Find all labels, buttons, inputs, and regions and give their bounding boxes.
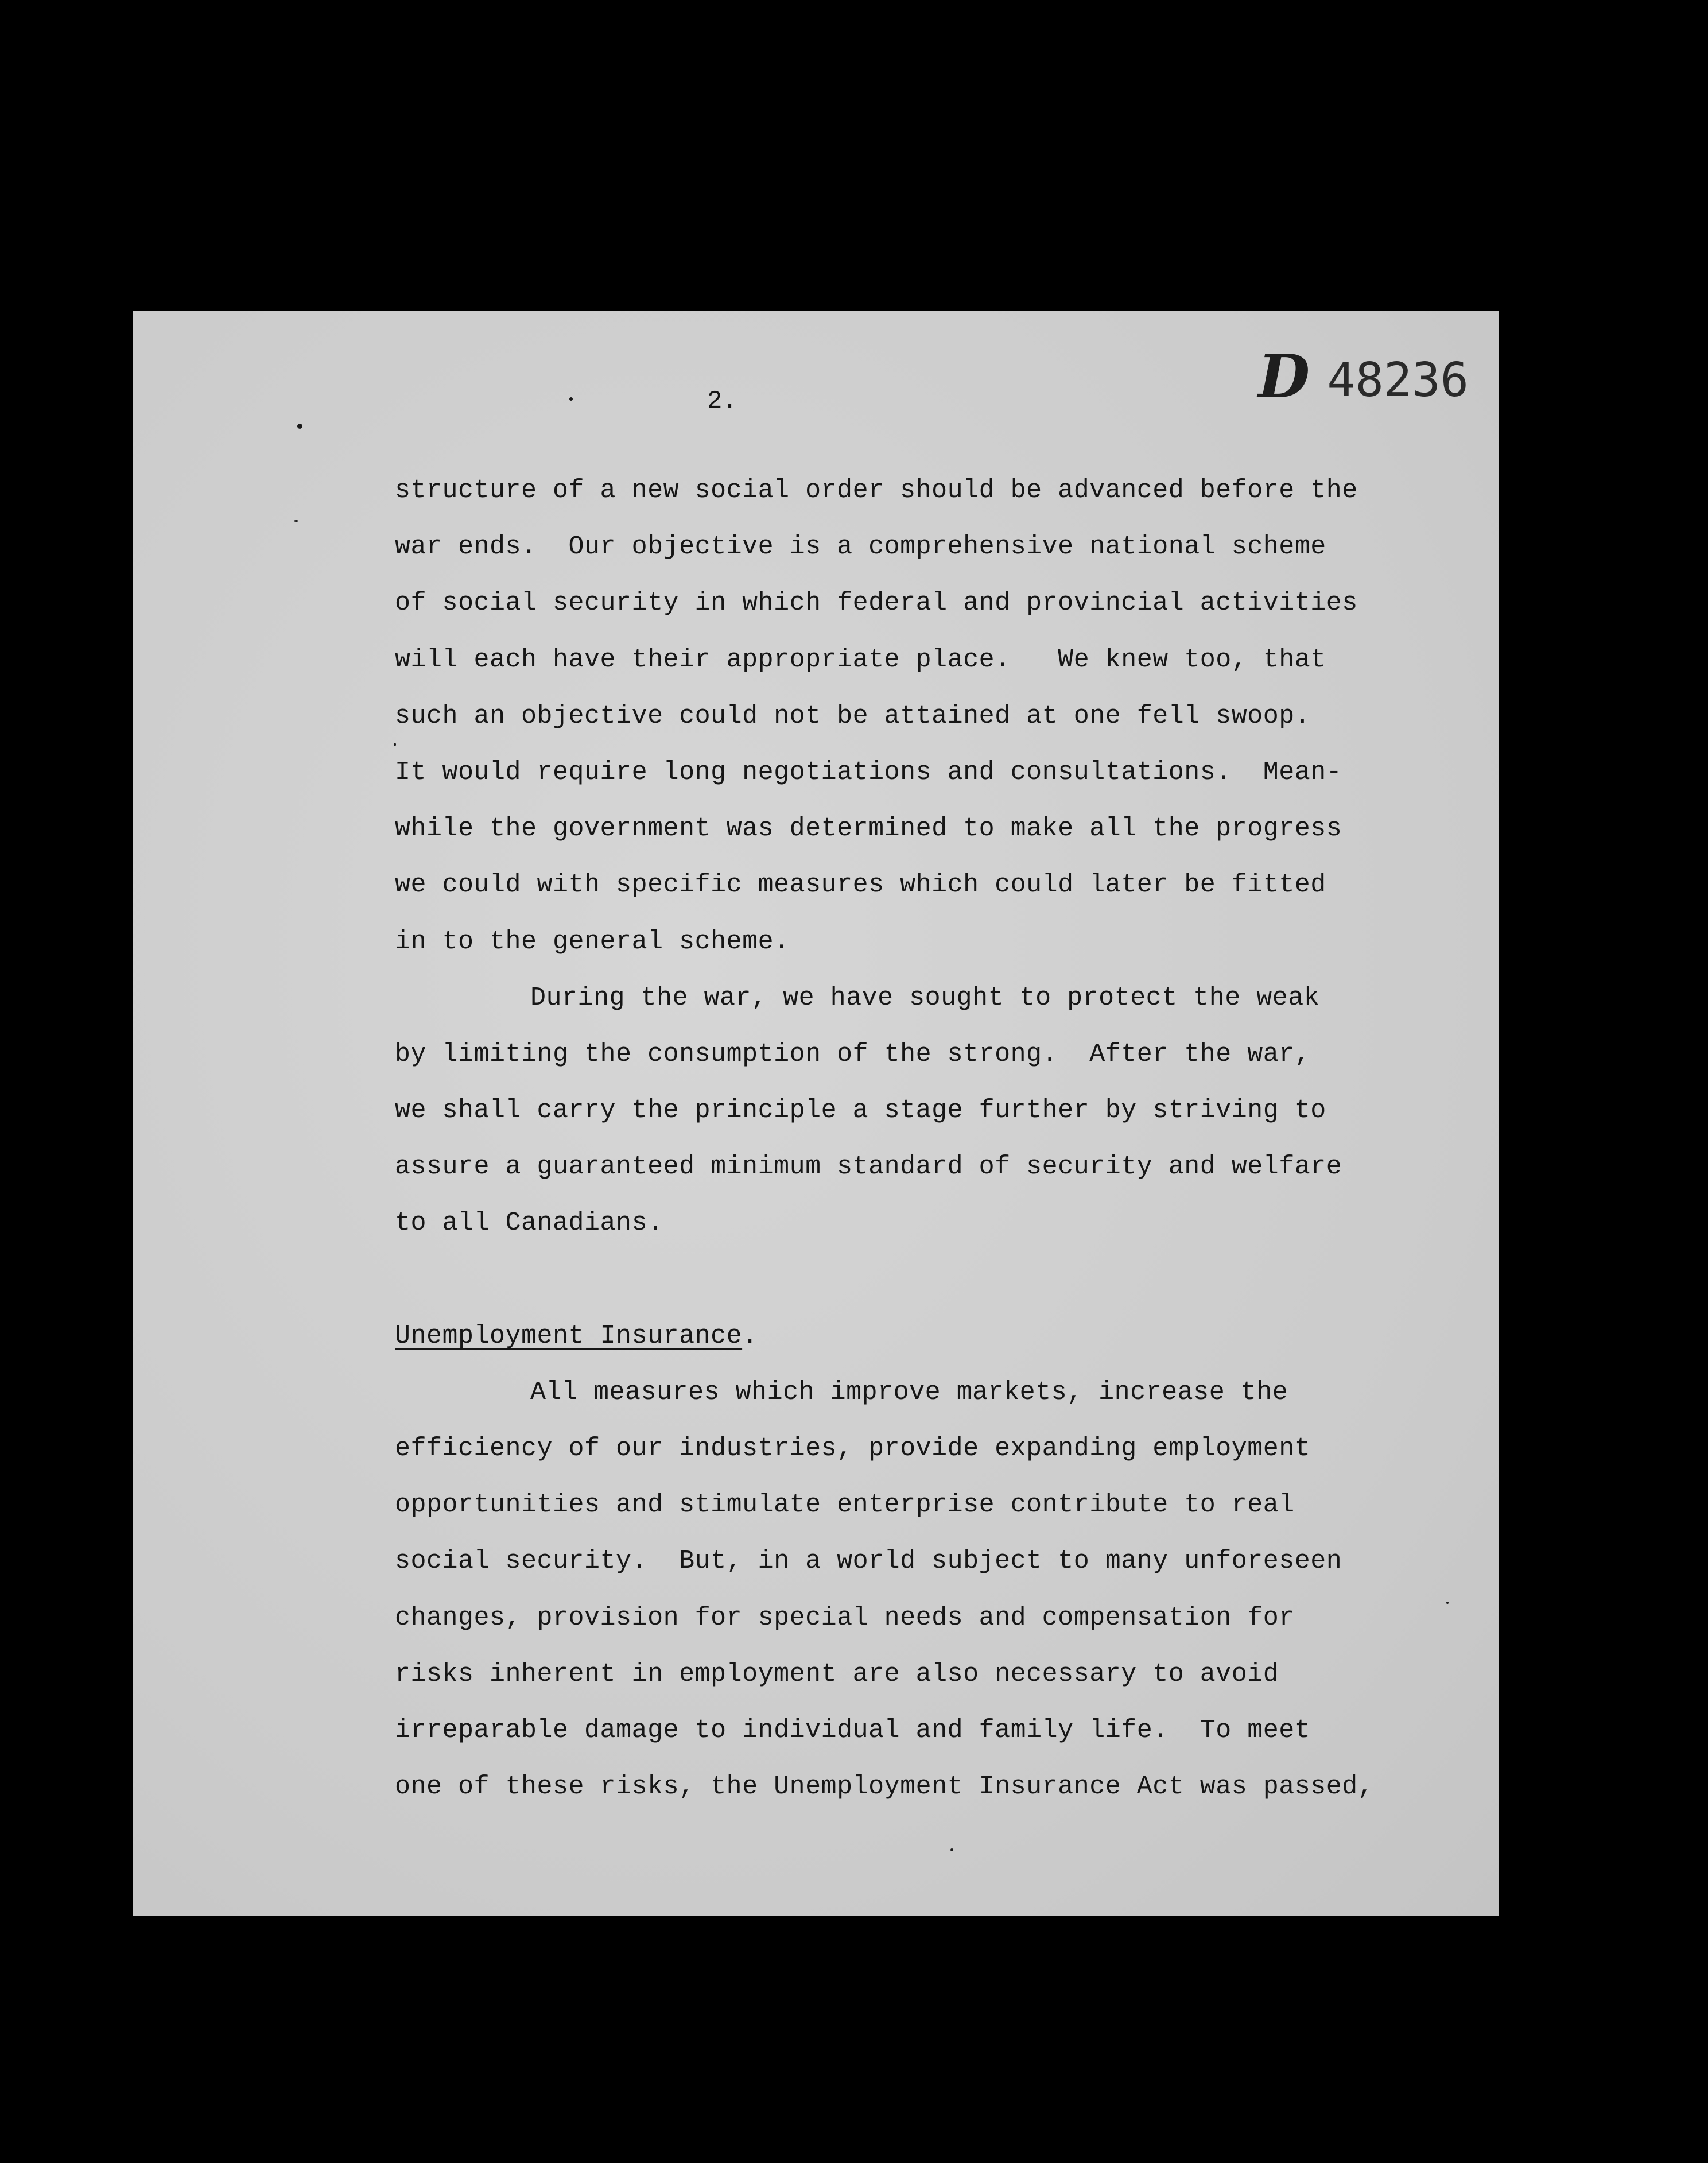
section-heading-period: . bbox=[742, 1321, 758, 1351]
margin-speck bbox=[294, 520, 298, 522]
text-line: It would require long negotiations and consultations. Mean- bbox=[395, 757, 1342, 787]
section-heading bbox=[395, 1308, 1474, 1365]
text-line: risks inherent in employment are also necessary to avoid bbox=[395, 1659, 1279, 1689]
text-line: we shall carry the principle a stage further by striving to bbox=[395, 1096, 1326, 1126]
text-line: structure of a new social order should be advanced before the bbox=[395, 476, 1358, 505]
text-line: to all Canadians. bbox=[395, 1208, 663, 1238]
text-line: opportunities and stimulate enterprise contribute to real bbox=[395, 1490, 1295, 1520]
text-line: such an objective could not be attained at one fell swoop. bbox=[395, 701, 1311, 731]
text-line: one of these risks, the Unemployment Insurance Act was passed, bbox=[395, 1772, 1374, 1802]
text-line: All measures which improve markets, increase the bbox=[530, 1377, 1288, 1407]
text-line: by limiting the consumption of the strong. After the war, bbox=[395, 1039, 1311, 1069]
text-line: During the war, we have sought to protect the weak bbox=[530, 983, 1320, 1013]
page-number: 2. bbox=[707, 387, 737, 416]
stamp-number: 48236 bbox=[1327, 353, 1469, 408]
section-heading-text: Unemployment Insurance bbox=[395, 1321, 743, 1351]
margin-speck bbox=[950, 1848, 953, 1851]
text-line: changes, provision for special needs and compensation for bbox=[395, 1603, 1295, 1633]
text-line: efficiency of our industries, provide expanding employment bbox=[395, 1434, 1311, 1463]
text-line: assure a guaranteed minimum standard of security and welfare bbox=[395, 1152, 1342, 1182]
document-page bbox=[133, 311, 1499, 1916]
document-body bbox=[395, 463, 1474, 1815]
text-line: we could with specific measures which could later be fitted bbox=[395, 870, 1326, 900]
text-line: while the government was determined to make all the progress bbox=[395, 814, 1342, 844]
margin-speck bbox=[297, 424, 302, 429]
paragraph-3 bbox=[395, 1365, 1474, 1816]
text-line: in to the general scheme. bbox=[395, 927, 790, 956]
paragraph-2 bbox=[395, 970, 1474, 1252]
archive-stamp bbox=[1258, 338, 1469, 412]
text-line: of social security in which federal and provincial activities bbox=[395, 588, 1358, 618]
text-line: social security. But, in a world subject to many unforeseen bbox=[395, 1546, 1342, 1576]
paragraph-1 bbox=[395, 463, 1474, 970]
stamp-letter: D bbox=[1258, 341, 1310, 412]
text-line: will each have their appropriate place. We knew too, that bbox=[395, 645, 1326, 675]
text-line: war ends. Our objective is a comprehensive national scheme bbox=[395, 532, 1326, 562]
margin-speck bbox=[569, 397, 573, 401]
text-line: irreparable damage to individual and family life. To meet bbox=[395, 1715, 1311, 1745]
